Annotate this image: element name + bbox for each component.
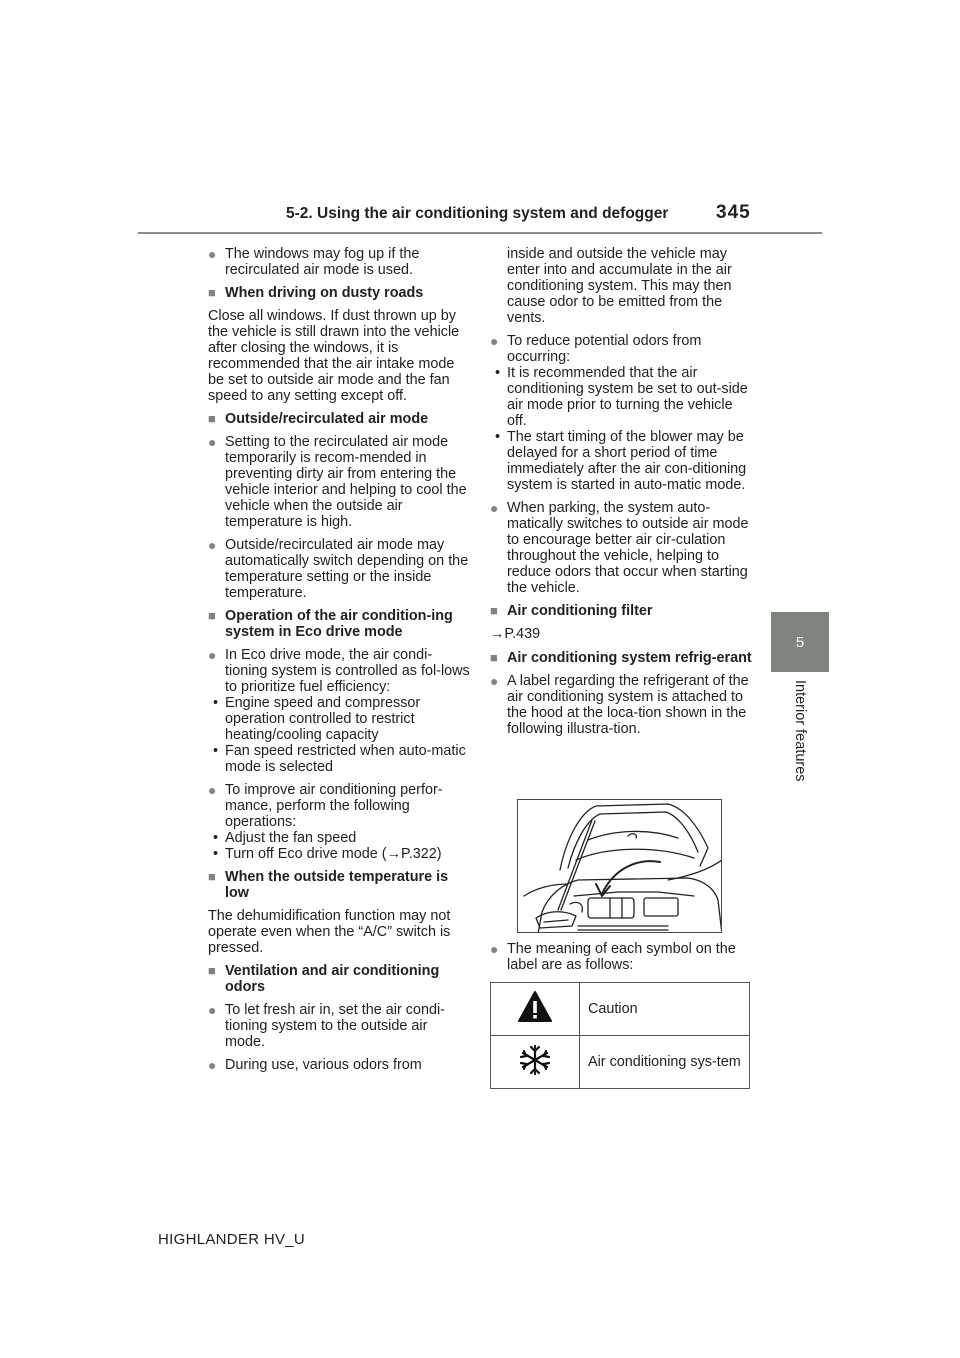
chapter-number: 5 (795, 633, 805, 651)
right-column-lower (490, 941, 756, 980)
page-number: 345 (716, 202, 751, 223)
dash-eco-engine: • Engine speed and compressor operation controlled to restrict heating/cooling capacity (208, 695, 470, 743)
symbol-description: Air conditioning sys-tem (580, 1036, 750, 1089)
heading-dusty-roads: ■ When driving on dusty roads (208, 285, 470, 301)
header-divider (138, 232, 822, 234)
symbol-cell (491, 983, 580, 1036)
heading-ventilation-odors: ■ Ventilation and air conditioning odors (208, 963, 470, 995)
hood-label-illustration (517, 799, 722, 933)
left-column (208, 246, 470, 1080)
bullet-fresh-air: ● To let fresh air in, set the air condi-tioning system to the outside air mode. (208, 1002, 470, 1050)
heading-eco-mode: ■ Operation of the air condition-ing system in Eco drive mode (208, 608, 470, 640)
car-hood-illustration (518, 800, 722, 933)
symbol-table (490, 982, 750, 1089)
filter-page-reference: →P.439 (490, 626, 541, 642)
bullet-symbol-meaning: ● The meaning of each symbol on the label are as follows: (490, 941, 756, 973)
chapter-tab (771, 612, 829, 672)
table-row (491, 1036, 750, 1089)
warning-triangle-icon (517, 990, 553, 1024)
section-title: 5-2. Using the air conditioning system and defogger (286, 205, 669, 222)
chapter-label-text: Interior features (792, 680, 808, 782)
dash-eco-off: • Turn off Eco drive mode (→P.322) (208, 846, 470, 862)
heading-outside-recirc: ■ Outside/recirculated air mode (208, 411, 470, 427)
bullet-fog: ● The windows may fog up if the recirculated air mode is used. (208, 246, 470, 278)
paragraph-low-temp: The dehumidification function may not operate even when the “A/C” switch is pressed. (208, 908, 451, 956)
bullet-parking: ● When parking, the system auto-matically switches to outside air mode to encourage better air cir-culation throughout the vehicle, helping to reduce odors that occur when starting the vehicle. (490, 500, 756, 596)
dash-adjust-fan: • Adjust the fan speed (208, 830, 470, 846)
bullet-improve-performance: ● To improve air conditioning perfor-mance, perform the following operations: (208, 782, 470, 830)
heading-filter: ■ Air conditioning filter (490, 603, 756, 619)
heading-low-temp: ■ When the outside temperature is low (208, 869, 470, 901)
bullet-reduce-odors: ● To reduce potential odors from occurring: (490, 333, 756, 365)
dash-blower-timing: • The start timing of the blower may be delayed for a short period of time immediately after the air con-ditioning system is started in auto-matic mode. (490, 429, 756, 493)
symbol-description: Caution (580, 983, 750, 1036)
bullet-recirc-auto: ● Outside/recirculated air mode may automatically switch depending on the temperature setting or the inside temperature. (208, 537, 470, 601)
table-row (491, 983, 750, 1036)
bullet-recirc-temporary: ● Setting to the recirculated air mode temporarily is recom-mended in preventing dirty air from entering the vehicle interior and helping to cool the vehicle when the outside air temperature is high. (208, 434, 470, 530)
footer-model: HIGHLANDER HV_U (158, 1231, 306, 1248)
heading-refrigerant: ■ Air conditioning system refrig-erant (490, 650, 756, 666)
symbol-cell (491, 1036, 580, 1089)
dash-outside-air: • It is recommended that the air conditioning system be set to out-side air mode prior to turning the vehicle off. (490, 365, 756, 429)
chapter-label (772, 680, 828, 800)
snowflake-icon (518, 1043, 552, 1077)
bullet-eco-control: ● In Eco drive mode, the air condi-tioning system is controlled as fol-lows to prioritize fuel efficiency: (208, 647, 470, 695)
paragraph-odors-continued: inside and outside the vehicle may enter into and accumulate in the air conditioning system. This may then cause odor to be emitted from the vents. (507, 246, 732, 326)
paragraph-dusty-roads: Close all windows. If dust thrown up by the vehicle is still drawn into the vehicle after closing the windows, it is recommended that the air intake mode be set to outside air mode and the fan speed to any setting except off. (208, 308, 460, 404)
dash-eco-fan: • Fan speed restricted when auto-matic mode is selected (208, 743, 470, 775)
bullet-refrigerant-label: ● A label regarding the refrigerant of the air conditioning system is attached to the hood at the loca-tion shown in the following illustra-tion. (490, 673, 756, 737)
bullet-odors: ● During use, various odors from (208, 1057, 470, 1073)
right-column (490, 246, 756, 744)
